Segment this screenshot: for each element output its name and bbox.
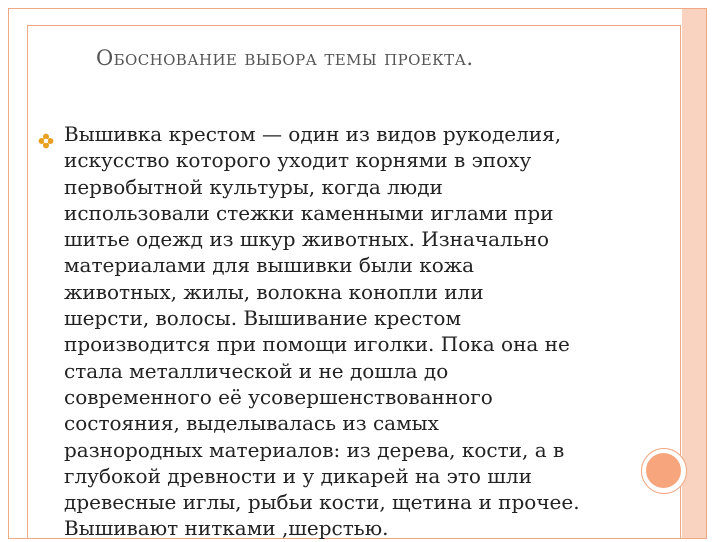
- decorative-circle-fill: [646, 453, 681, 488]
- slide-title: Обоснование выбора темы проекта.: [96, 46, 474, 70]
- flower-bullet-icon: [38, 133, 54, 149]
- slide-body-text: Вышивка крестом — один из видов рукоделия, искусство которого уходит корнями в эпоху первобытной культуры, когда люди использовали стежки каменными иглами при шитье одежд из шкур животных. Изначально материалами для вышивки были кожа животных, жилы, волокна конопли или шерсти, волосы. Вышивание крестом производится при помощи иголки. Пока она не стала металлической и не дошла до современного её усовершенствованного состояния, выделывалась из самых разнородных материалов: из дерева, кости, а в глубокой древности и у дикарей на это шли древесные иглы, рыбьи кости, щетина и прочее. Вышивают нитками ,шерстью.: [64, 122, 580, 541]
- decorative-circle: [641, 448, 687, 494]
